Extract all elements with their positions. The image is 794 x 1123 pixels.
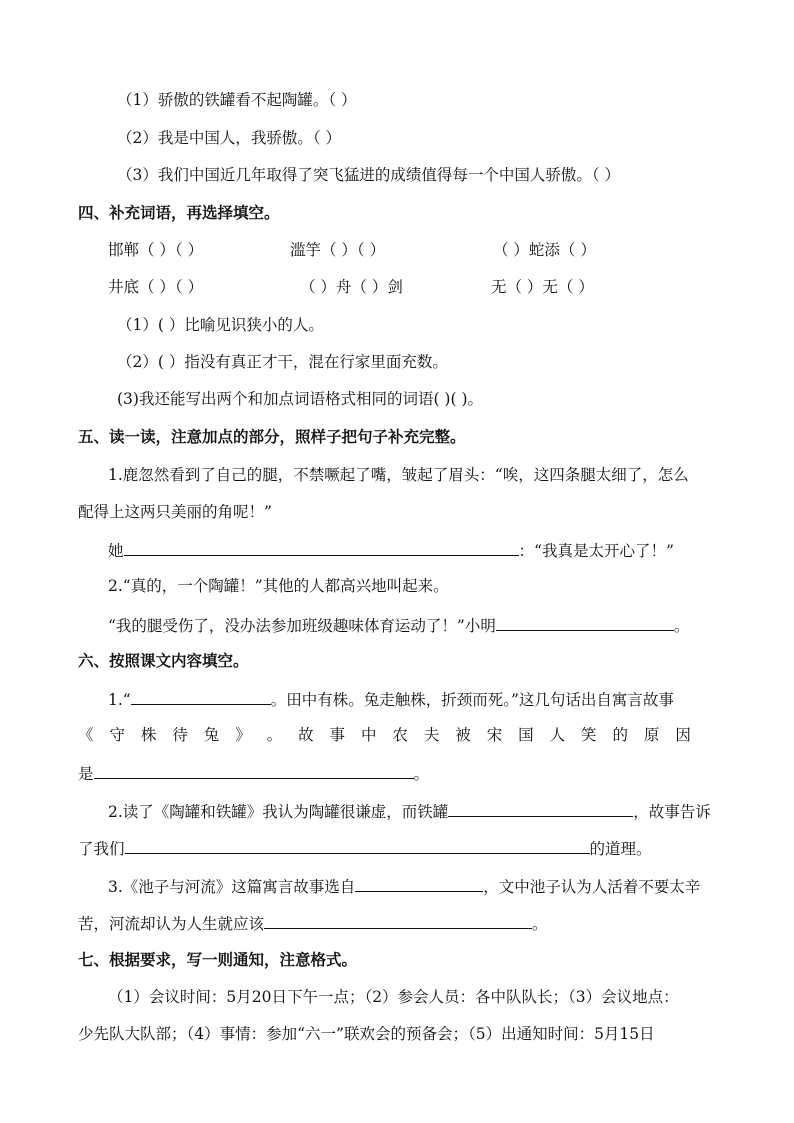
s4-row1-word3: （ ）蛇添（ ） (493, 241, 596, 259)
s6-q1-line3 (78, 762, 429, 784)
s5-q2-fill-prefix: “我的腿受伤了，没办法参加班级趣味体育运动了！”小明 (108, 617, 496, 635)
s6-char: 故 (298, 726, 314, 744)
s5-q1-fill-suffix: ：“我真是太开心了！” (518, 542, 674, 560)
s6-q1-line3-prefix: 是 (78, 765, 94, 783)
s6-char: 《 (78, 726, 94, 744)
s4-row1-word2: 滥竽（ ）（ ） (290, 241, 386, 259)
section4-heading: 四、补充词语，再选择填空。 (78, 203, 280, 222)
s6-char: 守 (109, 726, 125, 744)
s6-q2-line2-prefix: 了我们 (78, 840, 125, 858)
s6-q1-line3-suffix: 。 (413, 765, 430, 783)
s6-char: 事 (329, 726, 346, 744)
s6-char: 株 (140, 726, 157, 744)
answer-blank[interactable] (496, 614, 674, 631)
s6-q1-line2 (78, 725, 691, 745)
s6-char: 夫 (423, 726, 440, 744)
s6-char: 兔 (203, 726, 220, 744)
s6-q2-line1 (108, 800, 711, 822)
s6-q3-prefix: 3.《池子与河流》这篇寓言故事选自 (108, 878, 356, 896)
s6-char: 》 (235, 726, 251, 744)
answer-blank[interactable] (94, 762, 414, 779)
s5-q1-fill (108, 539, 674, 561)
s6-char: 因 (675, 726, 691, 744)
answer-blank[interactable] (124, 539, 519, 556)
s6-q2-suffix: ，故事告诉 (633, 803, 711, 821)
s6-char: 原 (643, 726, 660, 744)
s6-q2-line2-suffix: 的道理。 (589, 840, 652, 858)
s6-q3-suffix: ，文中池子认为人活着不要太辛 (483, 878, 701, 896)
s3-item-3: （3）我们中国近几年取得了突飞猛进的成绩值得每一个中国人骄傲。（ ） (117, 166, 621, 184)
s5-q2-line1: 2.“真的，一个陶罐！”其他的人都高兴地叫起来。 (108, 577, 449, 595)
s6-char: 待 (172, 726, 188, 744)
s3-item-1: （1）骄傲的铁罐看不起陶罐。（ ） (117, 91, 357, 109)
s3-item-2: （2）我是中国人，我骄傲。（ ） (117, 129, 342, 147)
s5-q1-line2: 配得上这两只美丽的角呢！” (78, 503, 272, 521)
s6-q1-line1 (108, 688, 674, 710)
s6-char: 农 (392, 726, 408, 744)
s6-q3-line1 (108, 875, 700, 897)
s5-q2-fill-suffix: 。 (673, 617, 690, 635)
section6-heading: 六、按照课文内容填空。 (78, 651, 249, 670)
s7-line1: （1）会议时间：5月20日下午一点；（2）参会人员：各中队队长；（3）会议地点： (108, 988, 679, 1006)
s4-row2-word1: 井底（ ）（ ） (108, 278, 204, 296)
answer-blank[interactable] (125, 837, 590, 854)
s6-q3-line2-prefix: 苦，河流却认为人生就应该 (78, 915, 265, 933)
s6-q1-mid: 。田中有株。兔走触株，折颈而死。”这几句话出自寓言故事 (270, 691, 674, 709)
s7-line2: 少先队大队部；（4）事情：参加“六一”联欢会的预备会；（5）出通知时间：5月15日 (78, 1025, 655, 1043)
s6-char: 中 (360, 726, 377, 744)
answer-blank[interactable] (131, 688, 271, 705)
s6-char: 笑 (581, 726, 597, 744)
s6-char: 宋 (486, 726, 503, 744)
s4-q1: （1）( ）比喻见识狭小的人。 (117, 316, 324, 334)
s6-char: 人 (549, 726, 566, 744)
s6-q3-line2 (78, 912, 548, 934)
s4-row2-word3: 无（ ）无（ ） (491, 278, 594, 296)
s6-q2-prefix: 2.读了《陶罐和铁罐》我认为陶罐很谦虚，而铁罐 (108, 803, 449, 821)
s4-q3: (3)我还能写出两个和加点词语格式相同的词语( )( )。 (117, 390, 483, 408)
s4-row2-word2: （ ）舟（ ）剑 (300, 278, 403, 296)
s5-q1-line1: 1.鹿忽然看到了自己的腿，不禁噘起了嘴，皱起了眉头：“唉，这四条腿太细了，怎么 (108, 466, 689, 484)
s6-char: 被 (455, 726, 471, 744)
s5-q1-fill-prefix: 她 (108, 542, 124, 560)
s6-char: 的 (612, 726, 628, 744)
answer-blank[interactable] (264, 912, 532, 929)
s5-q2-fill (108, 614, 689, 636)
s6-q2-line2 (78, 837, 652, 859)
s4-q2: （2）( ）指没有真正才干，混在行家里面充数。 (117, 353, 448, 371)
section7-heading: 七、根据要求，写一则通知，注意格式。 (78, 950, 358, 969)
s6-q3-line2-suffix: 。 (532, 915, 548, 933)
answer-blank[interactable] (355, 875, 483, 892)
s4-row1-word1: 邯郸（ ）（ ） (108, 241, 204, 259)
s6-char: 。 (266, 726, 283, 744)
section5-heading: 五、读一读，注意加点的部分，照样子把句子补充完整。 (78, 427, 466, 446)
s6-q1-prefix: 1.“ (108, 691, 131, 709)
s6-char: 国 (518, 726, 534, 744)
answer-blank[interactable] (448, 800, 633, 817)
